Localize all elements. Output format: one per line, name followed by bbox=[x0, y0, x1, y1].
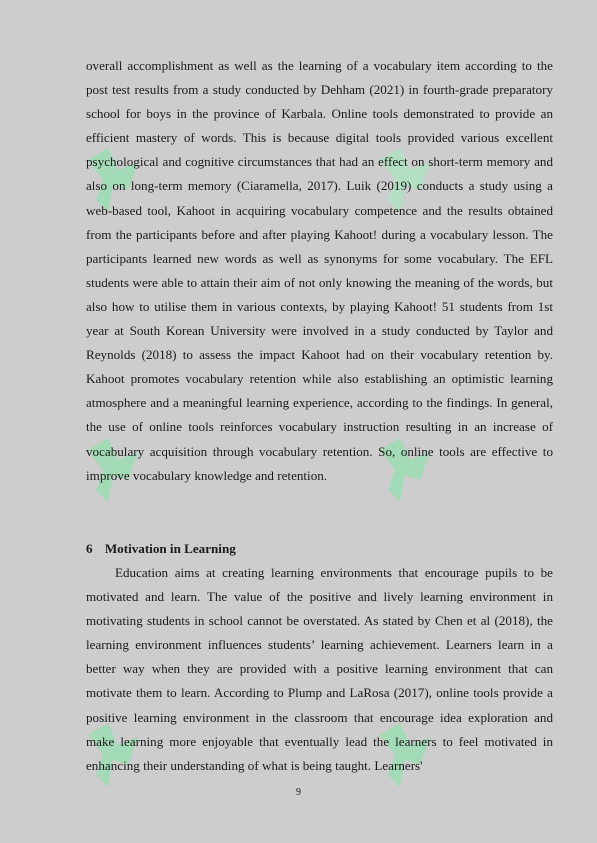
body-paragraph: Education aims at creating learning environments that encourage pupils to be motivated and learn. The value of the positive and lively learning environment in motivating students in school cannot be overstated. As stated by Chen et al (2018), the learning environment influences students’ learning achievement. Learners learn in a better way when they are provided with a positive learning environment that can motivate them to learn. According to Plump and LaRosa (2017), online tools provide a positive learning environment in the classroom that encourage idea exploration and make learning more enjoyable that eventually lead the learners to feel motivated in enhancing their understanding of what is being taught. Learners' bbox=[86, 565, 553, 773]
page-number: 9 bbox=[296, 787, 301, 798]
section-heading bbox=[86, 537, 236, 561]
body-paragraph: overall accomplishment as well as the learning of a vocabulary item according to the post test results from a study conducted by Dehham (2021) in fourth-grade preparatory school for boys in the province of Karbala. Online tools demonstrated to provide an efficient mastery of words. This is because digital tools provided various excellent psychological and cognitive circumstances that had an effect on short-term memory and also on long-term memory (Ciaramella, 2017). Luik (2019) conducts a study using a web-based tool, Kahoot in acquiring vocabulary competence and the results obtained from the participants before and after playing Kahoot! during a vocabulary lesson. The participants learned new words as well as synonyms for some vocabulary. The EFL students were able to attain their aim of not only knowing the meaning of the words, but also how to utilise them in various contexts, by playing Kahoot! 51 students from 1st year at South Korean University were involved in a study conducted by Taylor and Reynolds (2018) to assess the impact Kahoot had on their vocabulary retention by. Kahoot promotes vocabulary retention while also establishing an optimistic learning atmosphere and a meaningful learning experience, according to the findings. In general, the use of online tools reinforces vocabulary instruction resulting in an increase of vocabulary acquisition through vocabulary retention. So, online tools are effective to improve vocabulary knowledge and retention. bbox=[86, 58, 553, 483]
section-number: 6 bbox=[86, 541, 93, 556]
section-title: Motivation in Learning bbox=[104, 541, 236, 556]
